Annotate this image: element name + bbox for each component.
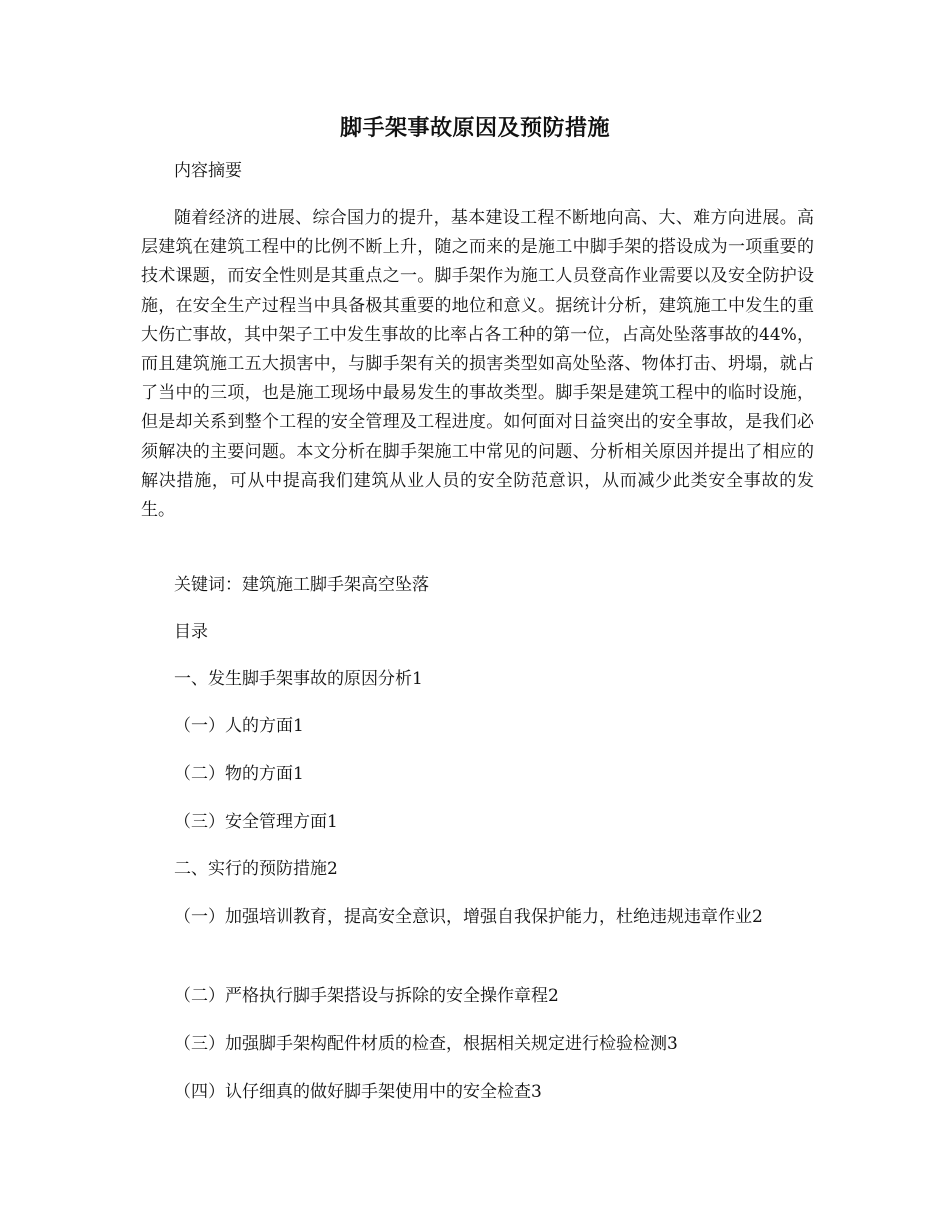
toc-item: （二）物的方面1 xyxy=(174,764,304,784)
summary-label: 内容摘要 xyxy=(174,161,242,181)
toc-item: （四）认仔细真的做好脚手架使用中的安全检查3 xyxy=(174,1082,542,1102)
toc-item: （一）人的方面1 xyxy=(174,716,304,736)
toc-item: 一、发生脚手架事故的原因分析1 xyxy=(174,669,423,689)
toc-item: （三）加强脚手架构配件材质的检查，根据相关规定进行检验检测3 xyxy=(174,1034,678,1054)
toc-item: （一）加强培训教育，提高安全意识，增强自我保护能力，杜绝违规违章作业2 xyxy=(174,907,763,927)
toc-item: （二）严格执行脚手架搭设与拆除的安全操作章程2 xyxy=(174,986,559,1006)
document-title: 脚手架事故原因及预防措施 xyxy=(339,115,610,141)
keywords-line: 关键词：建筑施工脚手架高空坠落 xyxy=(174,575,429,595)
toc-item: 二、实行的预防措施2 xyxy=(174,859,338,879)
summary-paragraph: 随着经济的进展、综合国力的提升，基本建设工程不断地向高、大、难方向进展。高层建筑在建筑工程中的比例不断上升，随之而来的是施工中脚手架的搭设成为一项重要的技术课题，而安全性则是其重点之一。脚手架作为施工人员登高作业需要以及安全防护设施，在安全生产过程当中具备极其重要的地位和意义。据统计分析，建筑施工中发生的重大伤亡事故，其中架子工中发生事故的比率占各工种的第一位，占高处坠落事故的44%，而且建筑施工五大损害中，与脚手架有关的损害类型如高处坠落、物体打击、坍塌，就占了当中的三项，也是施工现场中最易发生的事故类型。脚手架是建筑工程中的临时设施，但是却关系到整个工程的安全管理及工程进度。如何面对日益突出的安全事故，是我们必须解决的主要问题。本文分析在脚手架施工中常见的问题、分析相关原因并提出了相应的解决措施，可从中提高我们建筑从业人员的安全防范意识，从而减少此类安全事故的发生。 xyxy=(141,208,814,521)
toc-item: （三）安全管理方面1 xyxy=(174,812,338,832)
toc-title: 目录 xyxy=(174,622,208,642)
